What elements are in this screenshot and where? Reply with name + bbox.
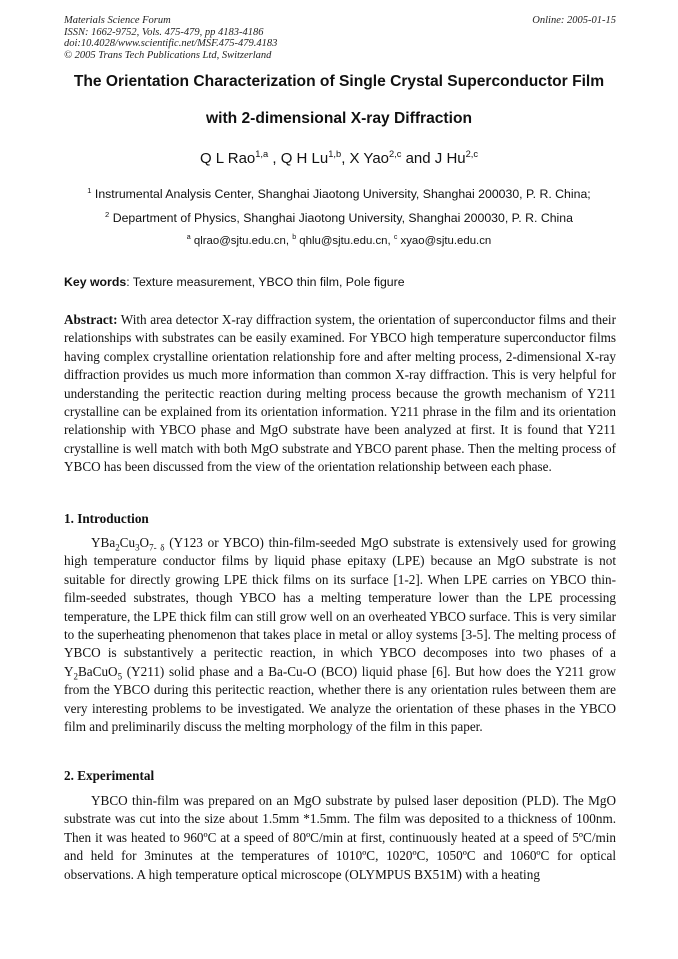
keywords-text: : Texture measurement, YBCO thin film, Pole figure xyxy=(126,275,405,289)
doi-line: doi:10.4028/www.scientific.net/MSF.475-479.4183 xyxy=(64,38,278,50)
author-affiliation-mark: 2,c xyxy=(389,149,402,159)
affiliation-1 xyxy=(40,187,638,201)
author-name: Q L Rao xyxy=(199,150,256,167)
email-mark: b xyxy=(292,234,297,242)
email-mark: c xyxy=(393,234,398,242)
introduction-paragraph xyxy=(64,534,616,736)
experimental-paragraph: YBCO thin-film was prepared on an MgO substrate by pulsed laser deposition (PLD). The MgO substrate was cut into the size about 1.5mm *1.5mm. The film was deposited to a thickness of 100nm. Then it was heated to 960ºC at a speed of 80ºC/min at first, continuously heated at a speed of 5ºC/min and held for 3minutes at the temperatures of 1010ºC, 1020ºC, 1050ºC and 1060ºC for optical observations. A high temperature optical microscope (OLYMPUS BX51M) with a heating xyxy=(64,793,616,882)
formula-y211: $Y_2BaCuO_5$ xyxy=(64,663,123,682)
email-line xyxy=(40,235,638,247)
keywords xyxy=(64,275,616,289)
email-address: qhlu@sjtu.edu.cn, xyxy=(299,235,391,247)
affiliation-mark: 2 xyxy=(105,209,110,219)
email-mark: a xyxy=(186,234,191,242)
abstract-text: With area detector X-ray diffraction system, the orientation of superconductor films and their relationships with substrates can be easily examined. For YBCO high temperature superconductor films having complex crystalline orientation relationship fore and after melting process, 2-dimensional X-ray diffraction provides us much more information than common X-ray diffraction. This is very helpful for understanding the peritectic reaction during melting process because the growth mechanism of Y211 crystalline can be explained from its orientation information. Y211 phrase in the film and its orientation relationship with YBCO phase and MgO substrate have been analyzed at first. It is found that Y211 crystalline is well match with both MgO substrate and YBCO parent phase. Then the melting process of YBCO has been discussed from the view of the orientation relationship between each phase. xyxy=(64,312,616,475)
abstract-paragraph xyxy=(64,311,616,477)
paper-title-line-2: with 2-dimensional X-ray Diffraction xyxy=(206,110,472,127)
affiliation-text: Department of Physics, Shanghai Jiaotong University, Shanghai 200030, P. R. China xyxy=(112,211,573,225)
affiliation-2 xyxy=(40,211,638,225)
author-affiliation-mark: 1,a xyxy=(255,149,269,159)
affiliation-text: Instrumental Analysis Center, Shanghai Jiaotong University, Shanghai 200030, P. R. China; xyxy=(94,187,591,201)
journal-header xyxy=(64,15,616,61)
author-affiliation-mark: 1,b xyxy=(328,149,342,159)
author-list: Q L Rao$^{1,a}$ , Q H Lu$^{1,b}$, X Yao$^{2,c}$ and J Hu$^{2,c}$ xyxy=(199,149,479,167)
issn-line: ISSN: 1662-9752, Vols. 475-479, pp 4183-4186 xyxy=(64,26,264,38)
online-date: Online: 2005-01-15 xyxy=(532,15,616,26)
formula-ybco: $YBa_2Cu_3O_{7- \delta}$ xyxy=(91,535,165,553)
section-heading-experimental: 2. Experimental xyxy=(64,768,155,783)
journal-name: Materials Science Forum xyxy=(64,15,171,26)
author-name: X Yao xyxy=(349,150,390,167)
keywords-label: Key words xyxy=(64,275,127,289)
abstract-label: Abstract: xyxy=(64,312,118,327)
affiliation-mark: 1 xyxy=(87,185,92,195)
author-affiliation-mark: 2,c xyxy=(465,149,479,159)
paper-title-line-1: The Orientation Characterization of Single Crystal Superconductor Film xyxy=(73,73,605,90)
author-name: J Hu xyxy=(434,150,466,167)
section-heading-introduction: 1. Introduction xyxy=(64,511,149,526)
author-name: Q H Lu xyxy=(280,150,329,167)
email-address: xyao@sjtu.edu.cn xyxy=(400,235,492,247)
copyright-line: © 2005 Trans Tech Publications Ltd, Switzerland xyxy=(64,49,272,61)
email-address: qlrao@sjtu.edu.cn, xyxy=(193,235,290,247)
introduction-text-1: (Y123 or YBCO) thin-film-seeded MgO substrate is extensively used for growing high temperature conductor films by liquid phase epitaxy (LPE) because an MgO substrate is not suitable for directly growing LPE thick films on its surface [1-2]. When LPE carries on YBCO thin-film-seeded substrates, though YBCO has a melting temperature lower than the LPE processing temperature, the LPE thick film can still grow well on an overheated YBCO surface. This is very similar to the superheating phenomenon that takes place in metal or alloy systems [3-5]. The melting process of YBCO is substantively a peritectic reaction, in which YBCO decomposes into two phases of a xyxy=(64,535,616,661)
introduction-text-2: (Y211) solid phase and a Ba-Cu-O (BCO) liquid phase [6]. But how does the Y211 grow from the YBCO during this peritectic reaction, whether there is any orientation rules between them are very interesting problems to be investigated. We analyze the orientation of these phases in the YBCO film and preliminarily discuss the melting morphology of the film in this paper. xyxy=(64,663,616,735)
